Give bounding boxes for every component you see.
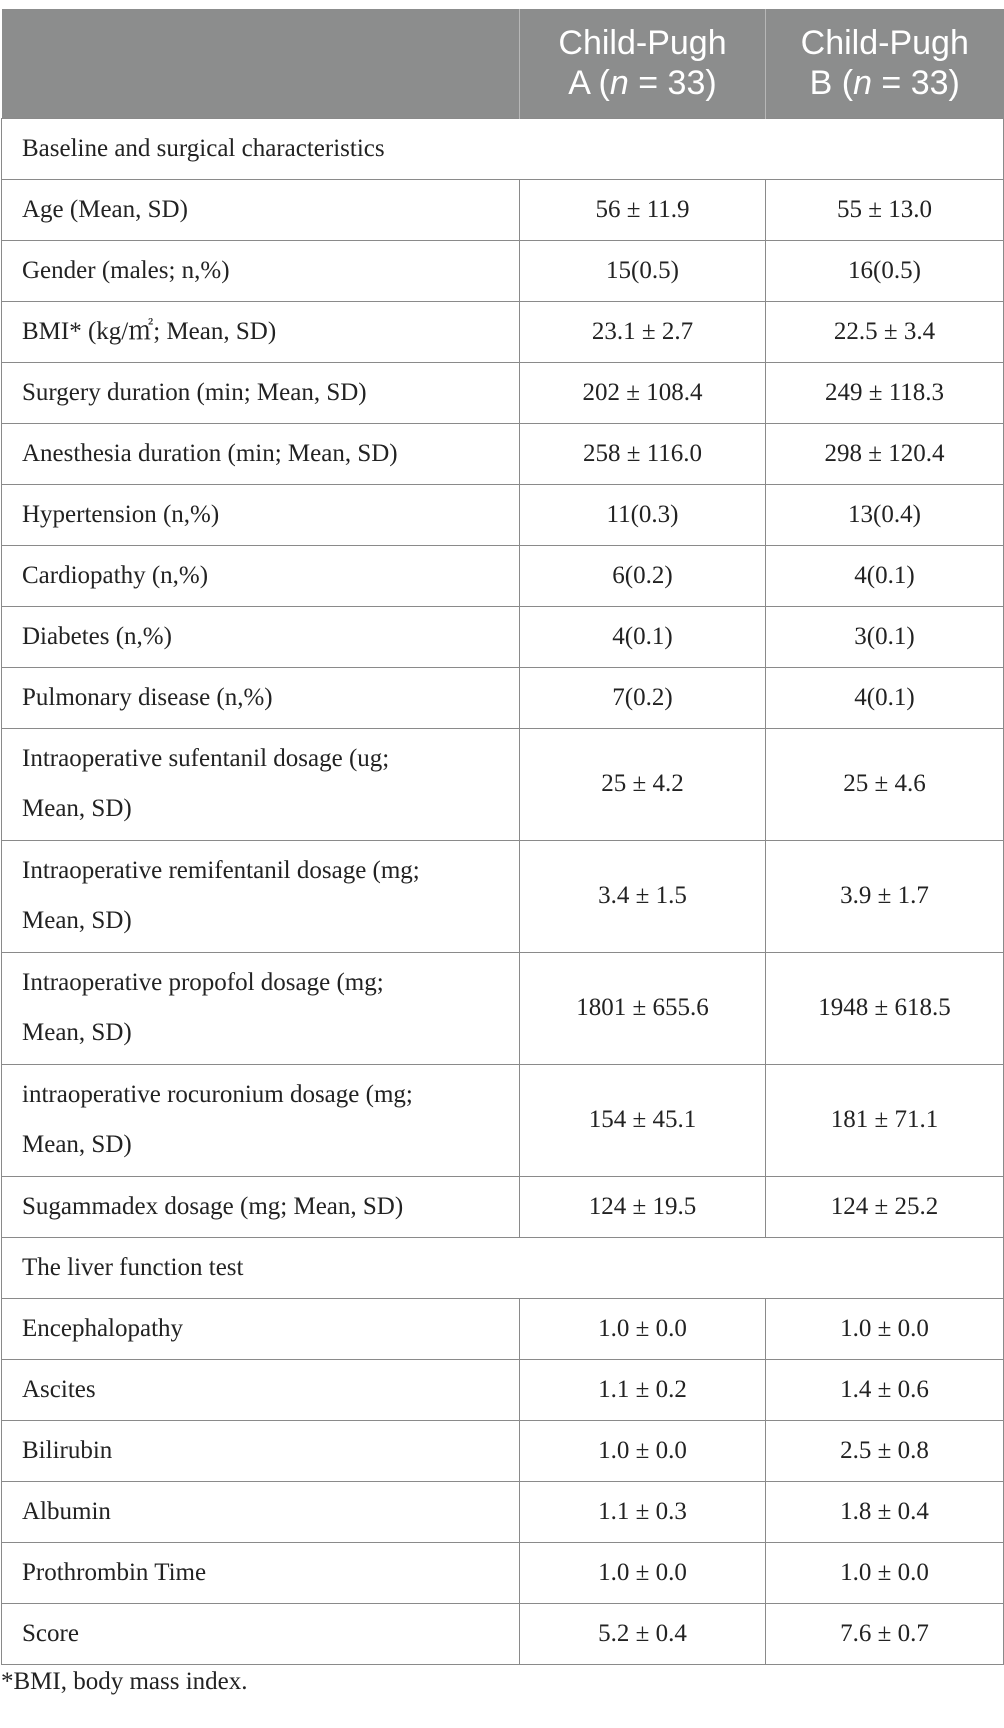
table-row bbox=[2, 362, 1004, 423]
section-row-liver-function bbox=[2, 1237, 1004, 1298]
header-empty-cell bbox=[2, 9, 520, 118]
table-row bbox=[2, 423, 1004, 484]
row-label: Pulmonary disease (n,%) bbox=[2, 667, 520, 728]
table-row bbox=[2, 179, 1004, 240]
table-row bbox=[2, 1298, 1004, 1359]
cell-child-pugh-b: 181 ± 71.1 bbox=[766, 1064, 1004, 1176]
cell-child-pugh-b: 1948 ± 618.5 bbox=[766, 952, 1004, 1064]
cell-child-pugh-a: 1.0 ± 0.0 bbox=[520, 1420, 766, 1481]
cell-child-pugh-b: 249 ± 118.3 bbox=[766, 362, 1004, 423]
cell-child-pugh-a: 1.0 ± 0.0 bbox=[520, 1298, 766, 1359]
cell-child-pugh-a: 56 ± 11.9 bbox=[520, 179, 766, 240]
cell-child-pugh-b: 1.4 ± 0.6 bbox=[766, 1359, 1004, 1420]
section-row-baseline bbox=[2, 118, 1004, 179]
row-label bbox=[2, 840, 520, 952]
header-b-line1: Child-Pugh bbox=[800, 24, 969, 63]
table-row bbox=[2, 1420, 1004, 1481]
row-label-line1: intraoperative rocuronium dosage (mg; bbox=[22, 1081, 413, 1108]
cell-child-pugh-b: 3(0.1) bbox=[766, 606, 1004, 667]
row-label: Bilirubin bbox=[2, 1420, 520, 1481]
row-label: Anesthesia duration (min; Mean, SD) bbox=[2, 423, 520, 484]
table-row bbox=[2, 1359, 1004, 1420]
table-row bbox=[2, 840, 1004, 952]
header-child-pugh-b bbox=[766, 9, 1004, 118]
header-a-count: = 33) bbox=[628, 64, 717, 103]
cell-child-pugh-a: 15(0.5) bbox=[520, 240, 766, 301]
footnote: *BMI, body mass index. bbox=[1, 1668, 248, 1695]
cell-child-pugh-a: 202 ± 108.4 bbox=[520, 362, 766, 423]
header-row bbox=[2, 9, 1004, 118]
row-label bbox=[2, 728, 520, 840]
cell-child-pugh-b: 7.6 ± 0.7 bbox=[766, 1603, 1004, 1664]
cell-child-pugh-b: 1.0 ± 0.0 bbox=[766, 1542, 1004, 1603]
row-label: Hypertension (n,%) bbox=[2, 484, 520, 545]
cell-child-pugh-a: 1.1 ± 0.2 bbox=[520, 1359, 766, 1420]
row-label-line2: Mean, SD) bbox=[22, 1131, 132, 1158]
row-label: Sugammadex dosage (mg; Mean, SD) bbox=[2, 1176, 520, 1237]
cell-child-pugh-a: 7(0.2) bbox=[520, 667, 766, 728]
cell-child-pugh-b: 4(0.1) bbox=[766, 667, 1004, 728]
characteristics-table bbox=[1, 9, 1004, 1665]
table-row bbox=[2, 606, 1004, 667]
cell-child-pugh-a: 5.2 ± 0.4 bbox=[520, 1603, 766, 1664]
table-row bbox=[2, 240, 1004, 301]
row-label bbox=[2, 952, 520, 1064]
row-label: Cardiopathy (n,%) bbox=[2, 545, 520, 606]
row-label-line1: Intraoperative remifentanil dosage (mg; bbox=[22, 857, 420, 884]
header-b-n: n bbox=[853, 64, 872, 103]
row-label-line2: Mean, SD) bbox=[22, 1019, 132, 1046]
cell-child-pugh-b: 25 ± 4.6 bbox=[766, 728, 1004, 840]
row-label: Encephalopathy bbox=[2, 1298, 520, 1359]
row-label: Surgery duration (min; Mean, SD) bbox=[2, 362, 520, 423]
row-label: Score bbox=[2, 1603, 520, 1664]
cell-child-pugh-b: 13(0.4) bbox=[766, 484, 1004, 545]
cell-child-pugh-a: 154 ± 45.1 bbox=[520, 1064, 766, 1176]
cell-child-pugh-b: 1.8 ± 0.4 bbox=[766, 1481, 1004, 1542]
table-row bbox=[2, 1176, 1004, 1237]
row-label-line2: Mean, SD) bbox=[22, 907, 132, 934]
table-row bbox=[2, 301, 1004, 362]
header-b-prefix: B ( bbox=[809, 64, 854, 103]
section-title: The liver function test bbox=[2, 1237, 1004, 1298]
cell-child-pugh-a: 258 ± 116.0 bbox=[520, 423, 766, 484]
header-a-prefix: A ( bbox=[568, 64, 610, 103]
cell-child-pugh-a: 23.1 ± 2.7 bbox=[520, 301, 766, 362]
section-title: Baseline and surgical characteristics bbox=[2, 118, 1004, 179]
cell-child-pugh-a: 124 ± 19.5 bbox=[520, 1176, 766, 1237]
header-a-n: n bbox=[609, 64, 629, 103]
row-label: Ascites bbox=[2, 1359, 520, 1420]
row-label: BMI* (kg/㎡; Mean, SD) bbox=[2, 301, 520, 362]
table-row bbox=[2, 952, 1004, 1064]
table-row bbox=[2, 545, 1004, 606]
cell-child-pugh-b: 124 ± 25.2 bbox=[766, 1176, 1004, 1237]
cell-child-pugh-a: 1801 ± 655.6 bbox=[520, 952, 766, 1064]
row-label: Albumin bbox=[2, 1481, 520, 1542]
table-row bbox=[2, 728, 1004, 840]
header-b-line2 bbox=[772, 63, 998, 103]
row-label-line1: Intraoperative sufentanil dosage (ug; bbox=[22, 745, 390, 772]
row-label: Age (Mean, SD) bbox=[2, 179, 520, 240]
cell-child-pugh-b: 4(0.1) bbox=[766, 545, 1004, 606]
table-row bbox=[2, 484, 1004, 545]
cell-child-pugh-a: 1.1 ± 0.3 bbox=[520, 1481, 766, 1542]
row-label: Gender (males; n,%) bbox=[2, 240, 520, 301]
cell-child-pugh-b: 3.9 ± 1.7 bbox=[766, 840, 1004, 952]
table-row bbox=[2, 1603, 1004, 1664]
header-a-line1: Child-Pugh bbox=[558, 24, 727, 63]
table-row bbox=[2, 1481, 1004, 1542]
cell-child-pugh-b: 55 ± 13.0 bbox=[766, 179, 1004, 240]
cell-child-pugh-b: 16(0.5) bbox=[766, 240, 1004, 301]
header-a-line2 bbox=[526, 63, 759, 103]
row-label-line1: Intraoperative propofol dosage (mg; bbox=[22, 969, 384, 996]
table-row bbox=[2, 667, 1004, 728]
cell-child-pugh-b: 1.0 ± 0.0 bbox=[766, 1298, 1004, 1359]
cell-child-pugh-a: 11(0.3) bbox=[520, 484, 766, 545]
cell-child-pugh-a: 6(0.2) bbox=[520, 545, 766, 606]
cell-child-pugh-b: 2.5 ± 0.8 bbox=[766, 1420, 1004, 1481]
table-container bbox=[1, 9, 1003, 1665]
row-label bbox=[2, 1064, 520, 1176]
header-child-pugh-a bbox=[520, 9, 766, 118]
cell-child-pugh-a: 4(0.1) bbox=[520, 606, 766, 667]
table-row bbox=[2, 1542, 1004, 1603]
row-label: Prothrombin Time bbox=[2, 1542, 520, 1603]
header-b-count: = 33) bbox=[871, 64, 960, 103]
cell-child-pugh-b: 22.5 ± 3.4 bbox=[766, 301, 1004, 362]
row-label-line2: Mean, SD) bbox=[22, 795, 132, 822]
cell-child-pugh-a: 1.0 ± 0.0 bbox=[520, 1542, 766, 1603]
cell-child-pugh-a: 25 ± 4.2 bbox=[520, 728, 766, 840]
row-label: Diabetes (n,%) bbox=[2, 606, 520, 667]
table-row bbox=[2, 1064, 1004, 1176]
cell-child-pugh-a: 3.4 ± 1.5 bbox=[520, 840, 766, 952]
cell-child-pugh-b: 298 ± 120.4 bbox=[766, 423, 1004, 484]
